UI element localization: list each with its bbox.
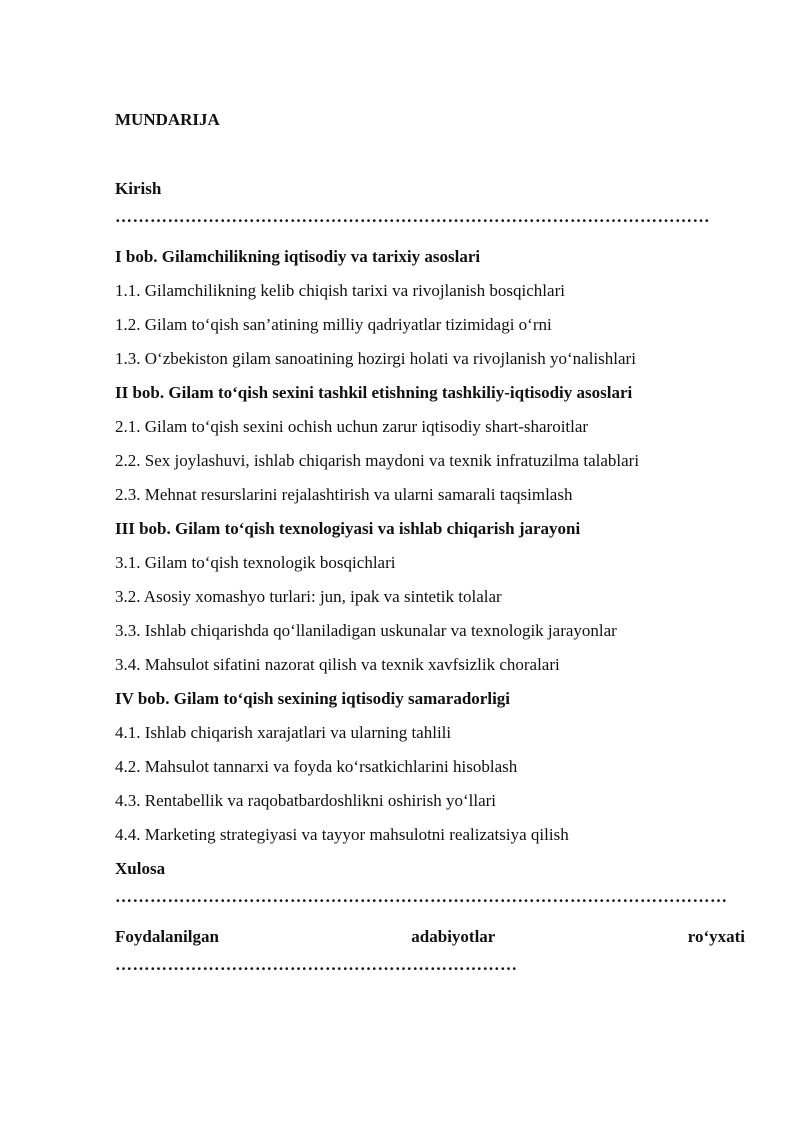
toc-references-leader: …………………………………………………………… bbox=[115, 958, 518, 974]
toc-section: 2.1. Gilam to‘qish sexini ochish uchun zarur iqtisodiy shart-sharoitlar bbox=[115, 417, 589, 436]
table-of-contents bbox=[115, 176, 745, 982]
toc-section: 1.3. O‘zbekiston gilam sanoatining hozirgi holati va rivojlanish yo‘nalishlari bbox=[115, 349, 636, 368]
toc-conclusion-leader: …………………………………………………………………………………………… bbox=[115, 890, 728, 906]
toc-section: 4.1. Ishlab chiqarish xarajatlari va ularning tahlili bbox=[115, 723, 452, 742]
toc-references-word: ro‘yxati bbox=[687, 927, 745, 946]
toc-chapter-heading: II bob. Gilam to‘qish sexini tashkil etishning tashkiliy-iqtisodiy asoslari bbox=[115, 383, 633, 402]
toc-section: 4.2. Mahsulot tannarxi va foyda ko‘rsatkichlarini hisoblash bbox=[115, 757, 518, 776]
toc-intro-label: Kirish bbox=[115, 179, 162, 198]
toc-section: 3.4. Mahsulot sifatini nazorat qilish va texnik xavfsizlik choralari bbox=[115, 655, 560, 674]
toc-chapter-heading: I bob. Gilamchilikning iqtisodiy va tarixiy asoslari bbox=[115, 247, 481, 266]
toc-section: 3.3. Ishlab chiqarishda qo‘llaniladigan uskunalar va texnologik jarayonlar bbox=[115, 621, 617, 640]
page-title: MUNDARIJA bbox=[115, 110, 220, 129]
toc-section: 3.2. Asosiy xomashyo turlari: jun, ipak va sintetik tolalar bbox=[115, 587, 502, 606]
toc-references-heading bbox=[115, 924, 745, 958]
toc-section: 3.1. Gilam to‘qish texnologik bosqichlari bbox=[115, 553, 396, 572]
toc-chapter-heading: III bob. Gilam to‘qish texnologiyasi va ishlab chiqarish jarayoni bbox=[115, 519, 581, 538]
toc-conclusion-label: Xulosa bbox=[115, 859, 166, 878]
toc-references-word: Foydalanilgan bbox=[115, 927, 219, 946]
toc-section: 2.2. Sex joylashuvi, ishlab chiqarish maydoni va texnik infratuzilma talablari bbox=[115, 451, 640, 470]
toc-section: 1.2. Gilam to‘qish san’atining milliy qadriyatlar tizimidagi o‘rni bbox=[115, 315, 552, 334]
toc-section: 4.3. Rentabellik va raqobatbardoshlikni oshirish yo‘llari bbox=[115, 791, 497, 810]
toc-references-word: adabiyotlar bbox=[411, 927, 496, 946]
toc-chapter-heading: IV bob. Gilam to‘qish sexining iqtisodiy samaradorligi bbox=[115, 689, 511, 708]
toc-section: 4.4. Marketing strategiyasi va tayyor mahsulotni realizatsiya qilish bbox=[115, 825, 569, 844]
toc-section: 2.3. Mehnat resurslarini rejalashtirish va ularni samarali taqsimlash bbox=[115, 485, 573, 504]
toc-intro-leader: ………………………………………………………………………………………… bbox=[115, 210, 710, 226]
toc-section: 1.1. Gilamchilikning kelib chiqish tarixi va rivojlanish bosqichlari bbox=[115, 281, 565, 300]
document-page bbox=[115, 0, 745, 1131]
